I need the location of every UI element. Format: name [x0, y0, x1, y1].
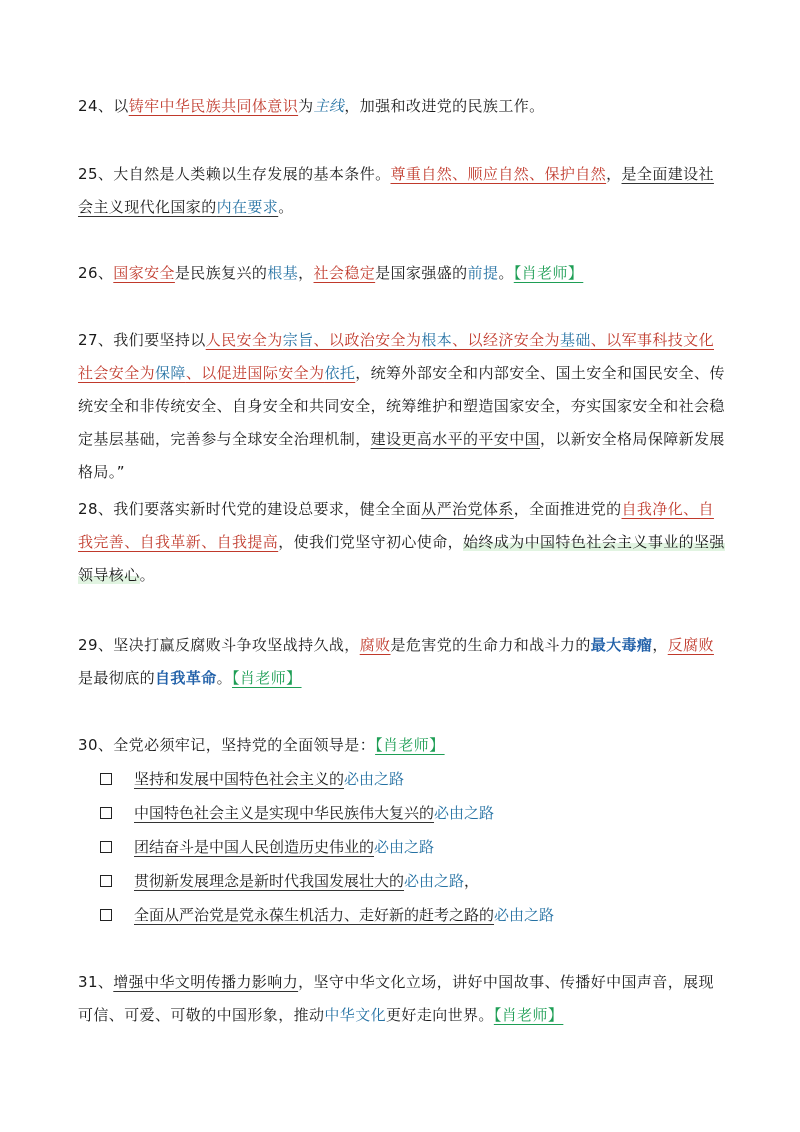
text-segment: 自我革命	[155, 669, 217, 687]
item-28	[78, 493, 728, 592]
text-segment: 、以政治安全为	[313, 331, 422, 349]
text-segment: 。	[278, 198, 294, 216]
checkbox-icon	[100, 875, 112, 887]
text-segment: 25、大自然是人类赖以生存发展的基本条件。	[78, 165, 391, 183]
item-30	[78, 729, 728, 762]
checklist-text: 全面从严治党是党永葆生机活力、走好新的赶考之路的	[134, 906, 495, 924]
item-24	[78, 90, 728, 123]
checklist-item	[100, 898, 720, 932]
checklist-text: 贯彻新发展理念是新时代我国发展壮大的	[134, 872, 405, 890]
text-segment: 是国家强盛的	[375, 264, 468, 282]
text-segment: 31、	[78, 973, 114, 991]
text-segment: 基础	[559, 331, 591, 349]
text-segment: 自我净化、自我完善、自我革新、自我提高	[78, 500, 714, 551]
text-segment: 。	[139, 566, 156, 584]
text-segment: 社会稳定	[313, 264, 376, 282]
text-segment: ，坚守中华文化立场，讲好中国故事、传播好中国声音，展现可信、可爱、可敬的中国形象，推动	[78, 973, 714, 1024]
text-segment: 依托	[324, 364, 356, 382]
text-segment: 是最彻底的	[78, 669, 156, 687]
text-segment: 尊重自然、顺应自然、保护自然	[390, 165, 607, 183]
text-segment: ，加强和改进党的民族工作。	[344, 97, 545, 115]
text-segment: 、以经济安全为	[452, 331, 560, 349]
text-segment: ，	[652, 636, 668, 654]
checklist-item	[100, 830, 720, 864]
text-segment: ，全面推进党的	[513, 500, 622, 518]
text-segment: 【肖老师】	[513, 264, 584, 282]
text-segment: 更好走向世界。	[386, 1006, 494, 1024]
text-segment: 保障	[155, 364, 186, 382]
item-31	[78, 966, 728, 1032]
checklist-item: 贯彻新发展理念是新时代我国发展壮大的必由之路，	[100, 864, 720, 898]
text-segment: 中华文化	[324, 1006, 387, 1024]
text-segment: ，使我们党坚守初心使命，	[278, 533, 464, 551]
text-segment: 前提	[467, 264, 499, 282]
text-segment: 29、坚决打赢反腐败斗争攻坚战持久战，	[78, 636, 360, 654]
text-segment: 30、全党必须牢记，坚持党的全面领导是：	[78, 736, 376, 754]
checkbox-icon	[100, 773, 112, 785]
text-segment: 国家安全	[113, 264, 175, 282]
text-segment: 。	[216, 669, 233, 687]
text-segment: 人民安全为	[205, 331, 283, 349]
text-segment: 【肖老师】	[232, 669, 302, 687]
text-segment: 铸牢中华民族共同体意识	[128, 97, 299, 115]
text-segment: 主线	[313, 97, 345, 115]
text-segment: 是民族复兴的	[174, 264, 268, 282]
text-segment: 是全面建设社会主义现代化国家的	[78, 165, 714, 216]
text-segment: 腐败	[359, 636, 391, 654]
text-segment: ，	[298, 264, 314, 282]
text-segment: 、以促进国际安全为	[185, 364, 325, 382]
text-segment: 为	[298, 97, 314, 115]
text-segment: 增强中华文明传播力影响力	[113, 973, 299, 991]
checklist-text: 中国特色社会主义是实现中华民族伟大复兴的	[134, 804, 435, 822]
text-segment: ，以新安全格局保障新发展格局。”	[78, 430, 725, 481]
checkbox-icon	[100, 807, 112, 819]
checklist-tail: 必由之路	[494, 906, 555, 924]
item-29	[78, 629, 728, 695]
item-25	[78, 158, 728, 224]
checklist-tail: 必由之路	[434, 804, 495, 822]
checklist-item	[100, 796, 720, 830]
checklist-tail: 必由之路	[344, 770, 405, 788]
text-segment: 、以军事科技文化社会安全为	[78, 331, 714, 382]
checklist-tail: 必由之路	[404, 872, 465, 890]
text-segment: 【肖老师】	[493, 1006, 564, 1024]
text-segment: ，	[606, 165, 622, 183]
checkbox-icon	[100, 841, 112, 853]
checklist-text: 坚持和发展中国特色社会主义的	[134, 770, 345, 788]
text-segment: 是危害党的生命力和战斗力的	[390, 636, 591, 654]
text-segment: 内在要求	[216, 198, 279, 216]
checklist-text: 团结奋斗是中国人民创造历史伟业的	[134, 838, 375, 856]
text-segment: 27、我们要坚持以	[78, 331, 206, 349]
text-segment: 。	[498, 264, 514, 282]
text-segment: 根基	[267, 264, 299, 282]
checkbox-icon	[100, 909, 112, 921]
text-segment: 26、	[78, 264, 114, 282]
item-26	[78, 257, 728, 290]
text-segment: 始终成为中国特色社会主义事业的坚强领导核心	[78, 533, 725, 584]
text-segment: 建设更高水平的平安中国	[370, 430, 541, 448]
text-segment: 24、以	[78, 97, 129, 115]
text-segment: 反腐败	[667, 636, 714, 654]
text-segment: 从严治党体系	[421, 500, 514, 518]
text-segment: 28、我们要落实新时代党的建设总要求，健全全面	[78, 500, 422, 518]
necessary-paths-checklist	[100, 762, 720, 932]
text-segment: 最大毒瘤	[590, 636, 653, 654]
text-segment: ，统筹外部安全和内部安全、国土安全和国民安全、传统安全和非传统安全、自身安全和共同安全，统筹维护和塑造国家安全，夯实国家安全和社会稳定基层基础，完善参与全球安全治理机制，	[78, 364, 725, 448]
item-27	[78, 324, 728, 489]
text-segment: 【肖老师】	[375, 736, 445, 754]
checklist-tail: 必由之路	[374, 838, 435, 856]
text-segment: 根本	[421, 331, 453, 349]
checklist-item	[100, 762, 720, 796]
text-segment: 宗旨	[282, 331, 314, 349]
